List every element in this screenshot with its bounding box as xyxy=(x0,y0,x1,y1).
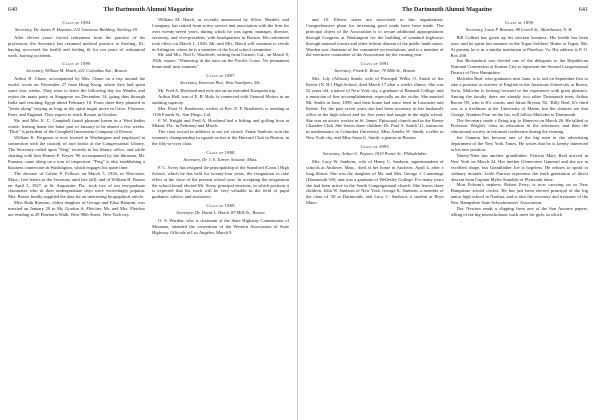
paragraph: Arthur H. Chase, accompanied by Mrs. Chase on a trip around the world, wrote on November 27 from Hong Kong, where they had spent some four weeks. They were to leave the following day for Manila, and rejoin the main party at Singapore on December 14, going thus through India and reaching Egypt about February 10. From there they planned to "loiter along" staying as long as the spirit might move in Cairo, Florence, Paris, and England. They expect to reach Boston in October. xyxy=(8,76,145,117)
paragraph: Malcolm Beal, who graduates next June, is to sail on September first to take a position as teacher of English in the American University at Beirut, Syria. Malcolm is looking forward to the experience with great pleasure. Among the faculty there are already two other Dartmouth men, Arthur Bacon '09, who is K's cousin, and Julius Bryson '02. 'Billy Beal, K's third son, is a freshman at the University of Maine, but the chances are that George, Number Four on the list, will follow Malcolm to Dartmouth. xyxy=(450,76,588,117)
paragraph: William K. Ferguson is now located in Washington and employed in connection with the custody of rare books at the Congressional Library. The Secretary called upon "Ferg" recently in his library office, and while chatting with him Homer E. Keyes '96 accompanied by the librarian, Mr. Putnam, came along on a tour of inspection. "Ferg" is also establishing a business connection in Washington, which engages his spare time. xyxy=(8,135,145,170)
paragraph: Mr. and Mrs. Ned C. Wardwell, writing from Carmel, Cal., on March 8, 1926, report: "Wintering in the auto on the Pacific Coast. No permanent home until next summer." xyxy=(152,52,289,70)
secretary-line: Secretary, Dr. J. S. Turner, Scituate, Mass. xyxy=(183,156,258,162)
paragraph: The decease of Calvin F. Fellows on March 5, 1926, in Worcester, Mass., (see letters to the Secretary until late fall), and of William H. Baxter on April 3, 1927, at St. Augustine, Fla., took two of our ten-graduate classmates who in their undergraduate days were exceedingly popular. Mrs. Baxter kindly supplied the data for an interesting biographical article. xyxy=(8,170,145,200)
secretary-line: Secretary, Emerson Rice, West Southport, Me. xyxy=(180,80,261,86)
section-heading: Class of 1893 xyxy=(360,144,389,150)
left-page-columns xyxy=(8,17,289,412)
paragraph: The class record in athletics is not yet closed. Frank Sanborn won the women's championship in squash racket at the Harvard Club in Boston, in the fifty-or-over class. xyxy=(152,129,289,147)
paragraph: Mr. Fred A. Howland and wife are on an extended European trip. xyxy=(158,87,277,93)
right-page xyxy=(298,0,596,420)
paragraph: F. W. Knight and Fred A. Howland had a fishing and golfing bout at Miami, Fla., in February and March. xyxy=(152,117,289,129)
right-page-header xyxy=(306,6,588,13)
paragraph: William M. Hatch, as recently announced by Silver, Burdett, and Company, has retired from active service and association with the firm for over twenty-seven years, during which he was agent, manager, director, secretary, and vice-president, with headquarters in Boston. His retirement took effect on March 1, 1926. Mr. and Mrs. Hatch will continue to reside in Arlington, where he is a member of the local school committee. xyxy=(152,17,289,52)
paragraph: Mr. and Mrs. E. C. Campbell found pleasant haven in a West Indies cruise, leaving home the latter part of January to be absent a few weeks. "Dick" is president of the Campbell Investment Company of Denver. xyxy=(8,117,145,135)
text-column xyxy=(152,17,289,412)
section-heading: Class of 1899 xyxy=(505,20,534,25)
section-heading: Class of 1896 xyxy=(62,61,91,67)
secretary-line: Secretary, Dr. David L. Hatch, 87 Milk St., Boston xyxy=(176,210,265,216)
secretary-line: Secretary, Dr. James P. Houston, 212 Lawrence Building, Sterling, Ill. xyxy=(14,26,138,32)
paragraph: Mon Folsom's nephew, Robert Perry, is now carrying on in New Hampshire school circles. He has just been elected principal of the big junior high school in Nashua, and is also the secretary and treasurer of the New Hampshire State Schoolmasters' Association. xyxy=(450,182,588,206)
right-page-columns xyxy=(306,17,588,412)
page-number: 640 xyxy=(8,6,18,13)
section-heading: Class of 1889 xyxy=(206,203,235,209)
text-column xyxy=(451,17,589,412)
paragraph: Miss Ruth Ransom, oldest daughter of George and Elisa Ransom, was married on January 28 to Mr. Gordon A. Fletcher. Mr. and Mrs. Fletcher are residing at 29 Pinehurst Walk, West 98th Street, New York city. xyxy=(8,200,145,218)
text-column xyxy=(306,17,444,412)
paragraph: Doc Newton sends a clipping from one of the San Antonio papers, telling of the big interscholastic track meet for girls, in which xyxy=(450,206,588,217)
paragraph: The Secretary made a flying trip to Hanover on March 26. He talked to Professor Wright's class in education in the afternoon, and then the educational society in informal conference during the evening. xyxy=(450,117,588,135)
paragraph: Arthur Hall, son of E. B. Hale, is connected with General Motors in an auditing capacity. xyxy=(152,93,289,105)
section-heading: Class of 1891 xyxy=(360,61,389,67)
paragraph: Jim Richardson was elected one of the delegates to the Republican National Convention at Kansas City to represent the Second Congressional District of New Hampshire. xyxy=(450,58,588,76)
paragraph: Bill Colbert has given up his chicken business. His health has been poor, and he spent last summer in the Togus Soldiers' Home at Togus, Me. At present he is in a similar institution at Phoebus, Va. His address is P. O. Box 208. xyxy=(450,34,588,58)
paragraph: and 10. Eleven states are associated in this organization. Comprehensive plans for increasing good roads have been made. The principal object of the Association is to secure additional appropriations through Congress at Washington for the building of standard highways through national forests and other federal domain of the public lands states. Warden was chairman of the committee on resolutions, and is a member of the executive committee of the Association for the ensuing year. xyxy=(306,17,444,58)
paragraph: After eleven years' forced retirement from the practice of his profession, the Secretary has resumed medical practice at Sterling, Ill., having recovered his health and feeling fit for ten years of substantial work, barring accidents. xyxy=(8,34,145,58)
secretary-line: Secretary, Frank E. Rowe, 79 Milk St., Boston xyxy=(334,68,416,74)
left-page-header xyxy=(8,6,289,13)
section-heading: Class of 1887 xyxy=(206,73,235,79)
paragraph: F. C. Avery has resigned the principalship of the Stamford (Conn.) High School, which he has held for twenty-four years, the resignation to take effect at the close of the present school year. In accepting the resignation the school board elected Mr. Avery principal emeritus, in which position it is expected that his work will be very valuable in the field of pupil guidance, advice, and assistance. xyxy=(152,164,289,200)
paragraph: Mrs. Flora O. Bradstreet, widow of Rev. E. P. Bradstreet, is residing at 1156 Fourth St., San Diego, Cal. xyxy=(152,105,289,117)
secretary-line: Secretary, Arthur G. Payson, 1819 Porter St., Philadelphia xyxy=(322,151,427,157)
section-heading: Class of 1888 xyxy=(206,150,235,156)
secretary-line: Secretary, Louis P. Benezet, 88 Lowell St., Manchester, N. H. xyxy=(465,26,573,32)
secretary-line: Secretary, William M. Hatch, 221 Columbus Ave., Boston xyxy=(26,68,127,74)
paragraph: O. S. Warden, who is chairman of the State Highway Commission of Montana, attended the convention of the Western Association of State Highway Officials at Los Angeles, March 9 xyxy=(152,218,289,235)
paragraph: Ninety-Nine has another grandfather. Patricia Mary Beal arrived in New York on March 24. Her mother (Genevieve Gannon) and she are in excellent shape, but Grandfather Joe is hopeless. He refuses to speak to ordinary mortals. Little Patricia represents the tenth generation of direct descent from Captain Myles Standish of Plymouth fame. xyxy=(450,152,588,182)
running-title: The Dartmouth Alumni Magazine xyxy=(402,6,492,13)
paragraph: Mrs. Lucy W. Sanborn, wife of Henry C. Sanborn, superintendent of schools at Andover, Mass., died at her home in Andover, April 4, after a long illness. She was the daughter of Mr. and Mrs. George J. Cummings (Dartmouth '69), and was a graduate of Wellesley College. For many years she had been active in the South Congregational church. She leaves three children, John W. Sanborn of New York, George K. Sanborn, a member of the class of '28 at Dartmouth, and Lucy C. Sanborn, a student at Bryn Mawr. xyxy=(306,158,444,206)
section-heading: Class of 1894 xyxy=(62,20,91,25)
page-number: 641 xyxy=(578,6,588,13)
paragraph: Joe Gannon has become one of the big men in the advertising department of the New York Times. He writes that he is keenly interested in his new position. xyxy=(450,135,588,153)
text-column xyxy=(8,17,145,412)
running-title: The Dartmouth Alumni Magazine xyxy=(103,6,194,13)
paragraph: Mrs. Lily (Allison) Smith, wife of Principal Willis O. Smith of the Keene (N. H.) High School, died March 17 after a week's illness. She was 52 years old, a native of New York city, a graduate of Barnard College, and a musician of fine accomplishments, especially on the violin. She married Mr. Smith in June, 1899, and their home had since been in Lancaster and Keene. For the past seven years she had been secretary in her husband's office at the high school and for five years had taught in the night school. She was an active worker in St. James' Episcopal church and in the Keene Chamber Club. She leaves three children, Dr. Paul A. Smith '21, instructor in mathematics in Columbia University, Miss Amelia W. Smith, a teller in New York city, and Miss Anna G. Smith, a pianist in Boston. xyxy=(306,76,444,141)
